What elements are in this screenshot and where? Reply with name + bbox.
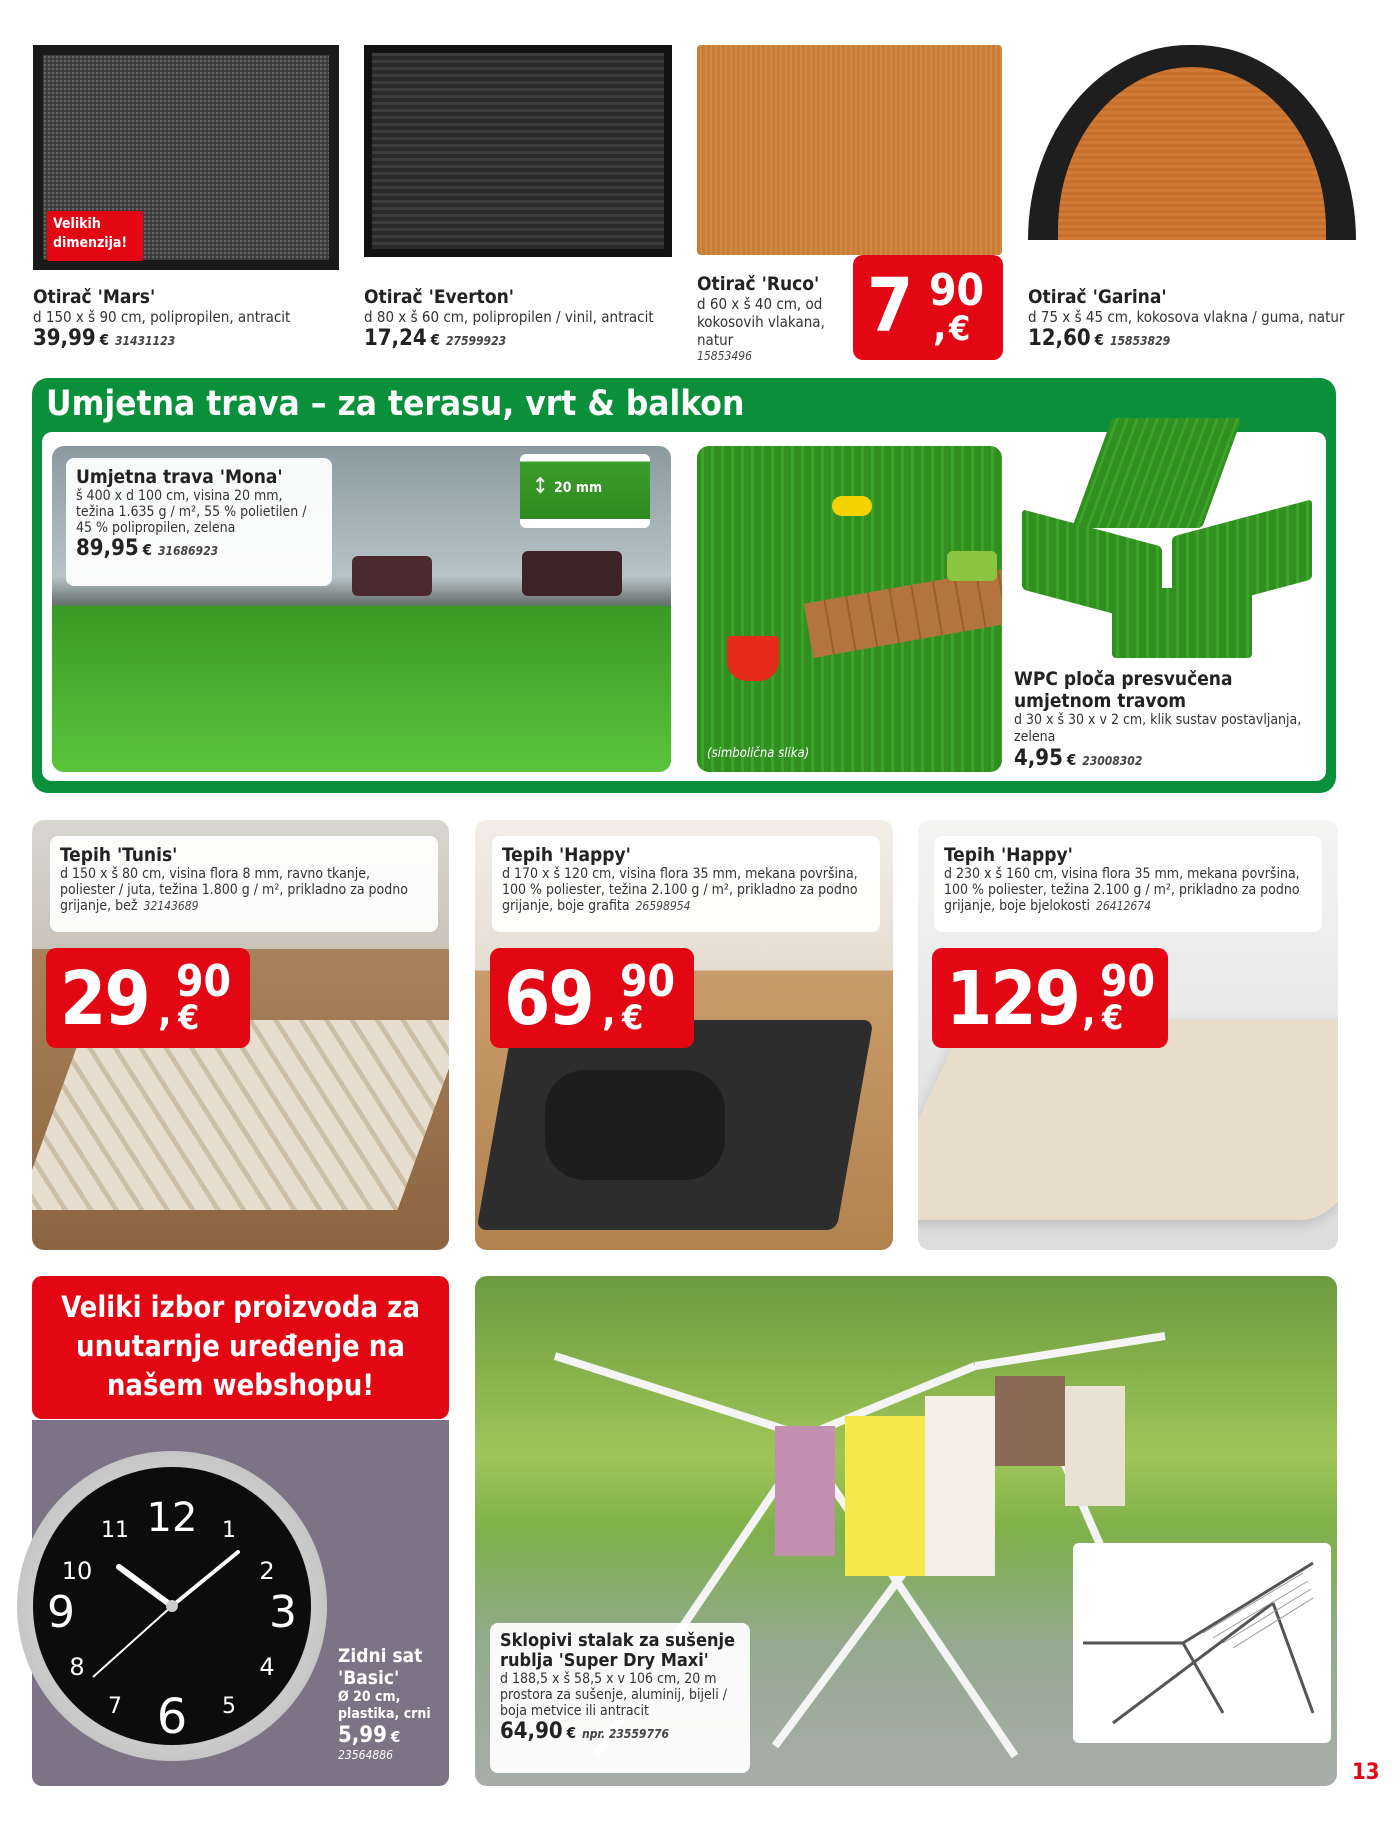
mat-garina-image bbox=[1028, 45, 1356, 240]
grass-height-inset: ↕ 20 mm bbox=[520, 454, 650, 528]
clock-numeral: 8 bbox=[69, 1653, 85, 1681]
product-title: WPC ploča presvučena umjetnom travom bbox=[1014, 668, 1233, 712]
clock-numeral: 3 bbox=[269, 1587, 297, 1638]
mat-mars-image bbox=[33, 45, 339, 270]
product-desc: d 80 x š 60 cm, polipropilen / vinil, antracit bbox=[364, 308, 654, 326]
webshop-banner[interactable]: Veliki izbor proizvoda za unutarnje uređenje na našem webshopu! bbox=[32, 1276, 449, 1419]
product-title: Tepih 'Happy' bbox=[502, 844, 631, 866]
product-desc: Ø 20 cm, plastika, crni bbox=[338, 1689, 431, 1722]
product-title: Umjetna trava 'Mona' bbox=[76, 466, 283, 488]
clock-info bbox=[338, 1645, 448, 1762]
mat-everton-image bbox=[364, 45, 672, 257]
product-title: Tepih 'Tunis' bbox=[60, 844, 178, 866]
product-title: Otirač 'Mars' bbox=[33, 286, 156, 308]
wpc-tiles-image bbox=[1022, 418, 1322, 658]
badge-large-size: Velikih dimenzija! bbox=[47, 211, 143, 261]
clock-face bbox=[33, 1467, 311, 1745]
price-tag-happy-graphite: 69 90 , € bbox=[490, 948, 694, 1048]
rug-tunis-card bbox=[50, 836, 438, 932]
product-desc: d 30 x š 30 x v 2 cm, klik sustav postavljanja, zelena bbox=[1014, 712, 1302, 745]
drying-rack-inset bbox=[1073, 1543, 1331, 1743]
clock-numeral: 9 bbox=[47, 1587, 75, 1638]
product-title: Tepih 'Happy' bbox=[944, 844, 1073, 866]
drying-rack-card bbox=[490, 1623, 750, 1773]
mat-ruco-info bbox=[697, 273, 837, 363]
clock-numeral: 4 bbox=[259, 1653, 275, 1681]
product-desc: d 60 x š 40 cm, od kokosovih vlakana, natur bbox=[697, 295, 825, 349]
wpc-info bbox=[1014, 668, 1314, 771]
product-price: 17,24 € 27599923 bbox=[364, 326, 507, 351]
clock-image bbox=[17, 1451, 327, 1761]
mat-mars-info bbox=[33, 286, 343, 351]
product-desc: d 188,5 x š 58,5 x v 106 cm, 20 m prostora za sušenje, aluminij, bijeli / boja metvice ili antracit bbox=[500, 1671, 728, 1719]
clock-numeral: 6 bbox=[156, 1689, 188, 1745]
symbolic-image-note: (simbolična slika) bbox=[707, 746, 810, 761]
product-price: 39,99 € 31431123 bbox=[33, 326, 176, 351]
product-price: 89,95 € 31686923 bbox=[76, 536, 219, 561]
clock-numeral: 7 bbox=[108, 1694, 122, 1719]
product-sku: 15853496 bbox=[697, 349, 752, 363]
clock-numeral: 11 bbox=[101, 1518, 129, 1543]
product-desc: d 150 x š 90 cm, polipropilen, antracit bbox=[33, 308, 291, 326]
clock-numeral: 2 bbox=[259, 1557, 275, 1585]
product-title: Otirač 'Garina' bbox=[1028, 286, 1167, 308]
product-sku: 23564886 bbox=[338, 1748, 393, 1762]
product-title: Zidni sat 'Basic' bbox=[338, 1645, 423, 1689]
product-desc: d 170 x š 120 cm, visina flora 35 mm, mekana površina, 100 % poliester, težina 2.100 g / m², prikladno za podno grijanje, boje grafita 26598954 bbox=[502, 866, 858, 914]
product-desc: d 150 x š 80 cm, visina flora 8 mm, ravno tkanje, poliester / juta, težina 1.800 g / m², prikladno za podno grijanje, bež 32143689 bbox=[60, 866, 408, 914]
grass-section bbox=[32, 378, 1336, 793]
mat-ruco-image bbox=[697, 45, 1002, 255]
rug-happy-graphite-card bbox=[492, 836, 880, 932]
mat-garina-info bbox=[1028, 286, 1368, 351]
product-price: 12,60 € 15853829 bbox=[1028, 326, 1171, 351]
clock-numeral: 10 bbox=[61, 1557, 93, 1585]
product-title: Otirač 'Everton' bbox=[364, 286, 515, 308]
product-desc: š 400 x d 100 cm, visina 20 mm, težina 1.635 g / m², 55 % polietilen / 45 % polipropilen, zelena bbox=[76, 488, 307, 536]
product-desc: d 75 x š 45 cm, kokosova vlakna / guma, natur bbox=[1028, 308, 1345, 326]
clock-numeral: 12 bbox=[146, 1495, 198, 1541]
grass-section-heading: Umjetna trava – za terasu, vrt & balkon bbox=[46, 384, 745, 424]
price-tag-ruco: 7 90 , € bbox=[853, 255, 1003, 360]
page-number: 13 bbox=[1352, 1760, 1380, 1785]
product-price: 4,95 € 23008302 bbox=[1014, 746, 1143, 771]
product-title: Sklopivi stalak za sušenje rublja 'Super Dry Maxi' bbox=[500, 1630, 736, 1671]
grass-tiles-garden-image bbox=[697, 446, 1002, 772]
clock-numeral: 5 bbox=[222, 1694, 236, 1719]
product-price: 5,99 € bbox=[338, 1723, 401, 1748]
grass-mona-card bbox=[66, 458, 332, 586]
price-tag-happy-ivory: 129 90 , € bbox=[932, 948, 1168, 1048]
product-desc: d 230 x š 160 cm, visina flora 35 mm, mekana površina, 100 % poliester, težina 2.100 g / m², prikladno za podno grijanje, boje bjelokosti 26412674 bbox=[944, 866, 1300, 914]
rug-happy-ivory-card bbox=[934, 836, 1322, 932]
mat-everton-info bbox=[364, 286, 684, 351]
product-price: 64,90 € npr. 23559776 bbox=[500, 1719, 669, 1744]
product-title: Otirač 'Ruco' bbox=[697, 273, 820, 295]
clock-numeral: 1 bbox=[222, 1518, 236, 1543]
price-tag-tunis: 29 90 , € bbox=[46, 948, 250, 1048]
